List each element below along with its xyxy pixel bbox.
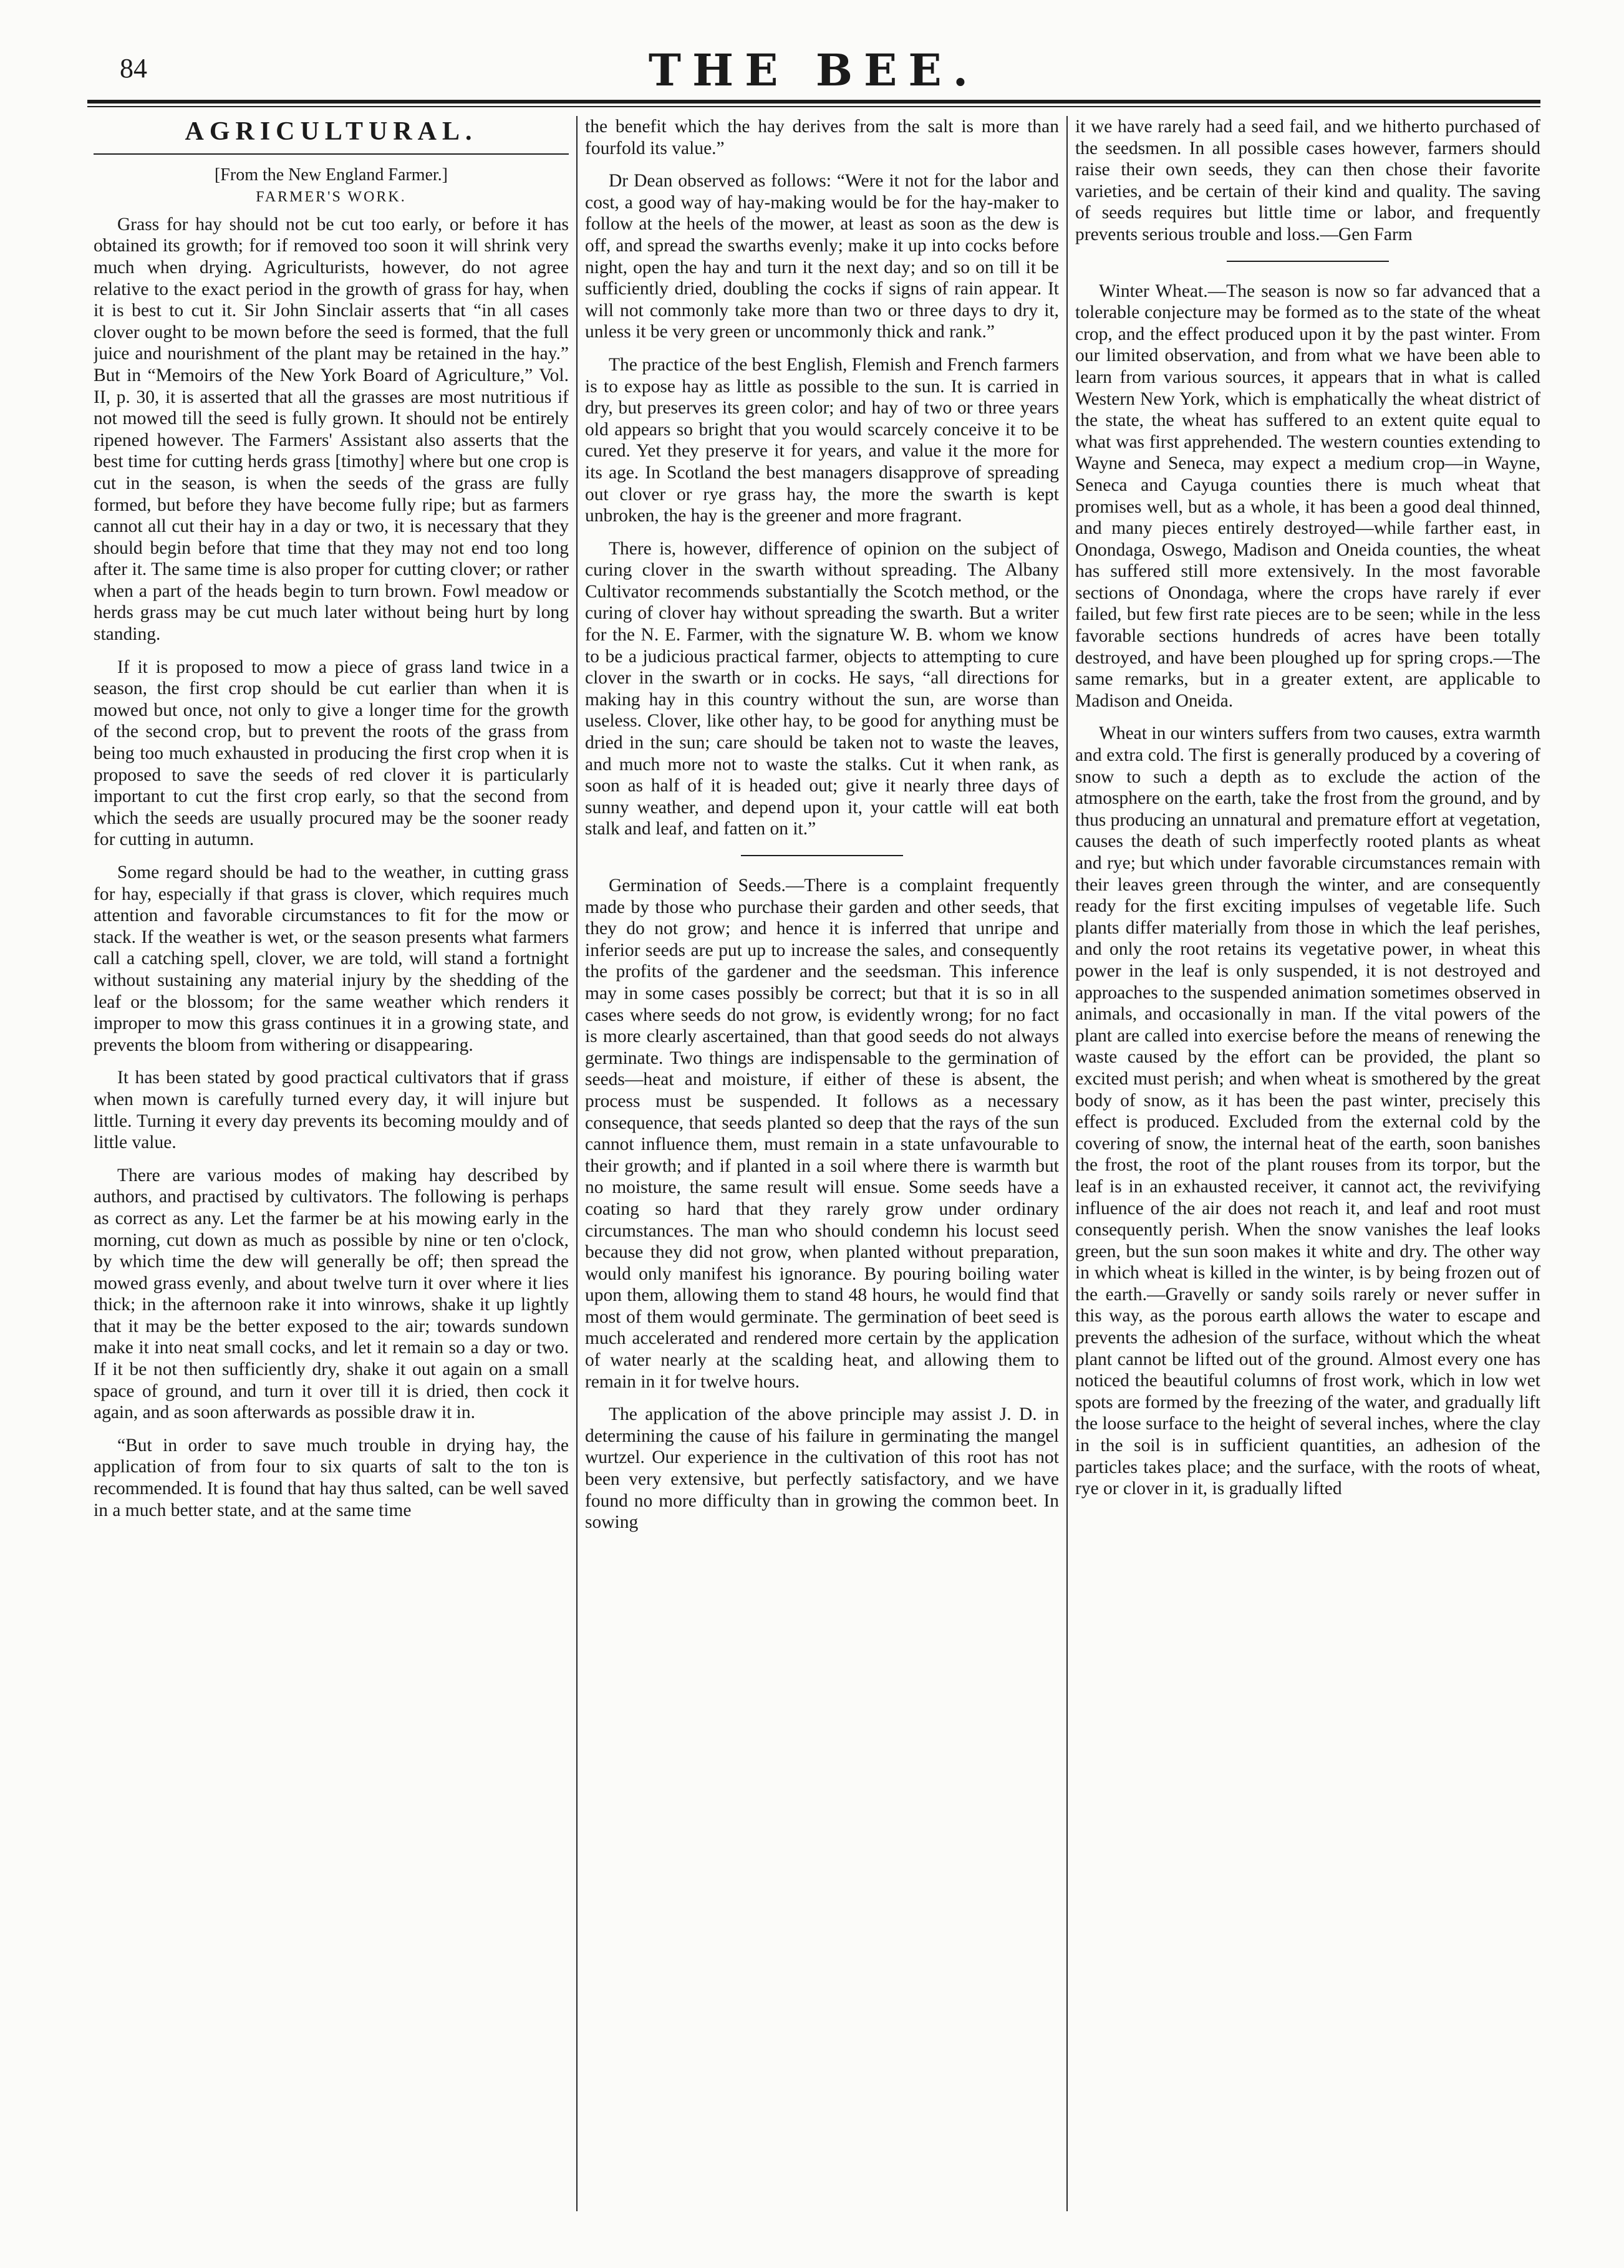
paragraph: Winter Wheat.—The season is now so far advanced that a tolerable conjecture may be formed as to the state of the wheat crop, and the effect produced upon it by the past winter. From our limited observation, and from what we have been able to learn from various sources, it appears that in what is called Western New York, which is emphatically the wheat district of the state, the wheat has suffered to an extent quite equal to what was first apprehended. The western counties extending to Wayne and Seneca, may expect a medium crop—in Wayne, Seneca and Cayuga counties there is much wheat that promises well, but as a whole, it has been a good deal thinned, and many pieces entirely destroyed—while farther east, in Onondaga, Oswego, Madison and Oneida counties, the wheat has suffered still more extensively. In the most favorable sections of Onondaga, where the crops have rarely if ever failed, but few first rate pieces are to be seen; while in the less favorable sections hundreds of acres have been totally destroyed, and have been ploughed up for spring crops.—The same remarks, but in a greater extent, are applicable to Madison and Oneida. [1075,281,1540,711]
paragraph: Dr Dean observed as follows: “Were it not for the labor and cost, a good way of hay-making would be for the hay-maker to follow at the heels of the mower, at least as soon as the dew is off, and spread the swarths evenly; make it up into cocks before night, open the hay and turn it the next day; and so on till it be sufficiently dried, doubling the cocks if signs of rain appear. It will not commonly take more than two or three days to dry it, unless it be very green or uncommonly thick and rank.” [585,171,1059,342]
paragraph: There are various modes of making hay described by authors, and practised by cultivators. The following is perhaps as correct as any. Let the farmer be at his mowing early in the morning, cut down as much as possible by nine or ten o'clock, by which time the dew will generally be off; then spread the mowed grass evenly, and about twelve turn it over where it lies thick; in the afternoon rake it into winrows, shake it up lightly that it may be the better exposed to the air; towards sundown make it into neat small cocks, and let it remain so a day or two. If it be not then sufficiently dry, shake it out again on a small space of ground, and turn it over till it is dried, then cock it again, and as soon afterwards as possible draw it in. [94,1165,569,1423]
article-separator [741,855,903,856]
masthead-rule-thin [87,106,1540,107]
paragraph: If it is proposed to mow a piece of grass land twice in a season, the first crop should be cut earlier than when it is mowed but once, not only to give a longer time for the growth of the second crop, but to prevent the roots of the grass from being too much exhausted in producing the first crop when it is proposed to save the seeds of red clover it is particularly important to cut the first crop early, so that the second from which the seeds are usually procured may be the sooner ready for cutting in autumn. [94,657,569,850]
article-separator [1227,261,1389,262]
paragraph: the benefit which the hay derives from the salt is more than fourfold its value.” [585,117,1059,158]
paragraph: “But in order to save much trouble in drying hay, the application of from four to six quarts of salt to the ton is recommended. It is found that hay thus salted, can be well saved in a much better state, and at the same time [94,1435,569,1520]
paragraph: it we have rarely had a seed fail, and we hitherto purchased of the seedsmen. In all possible cases however, farmers should raise their own seeds, they can then chose their favorite varieties, and be certain of their kind and quality. The saving of seeds requires but little time or labor, and frequently prevents serious trouble and loss.—Gen Farm [1075,117,1540,244]
paragraph: It has been stated by good practical cultivators that if grass when mown is carefully turned every day, it will injure but little. Turning it every day prevents its becoming mouldy and of little value. [94,1068,569,1153]
heading-rule [94,153,569,155]
column-1 [94,116,569,2236]
newspaper-title: THE BEE. [648,44,980,96]
article-title: FARMER'S WORK. [256,188,407,205]
column-3 [1075,116,1540,2236]
masthead [87,44,1540,101]
column-divider [1066,116,1068,2211]
paragraph: The practice of the best English, Flemish and French farmers is to expose hay as little as possible to the sun. It is carried in dry, but preserves its green color; and hay of two or three years old appears so bright that you would scarcely conceive it to be cured. Yet they preserve it for years, and value it the more for its age. In Scotland the best managers disapprove of spreading out clover or rye grass hay, the more the swarth is kept unbroken, the hay is the greener and more fragrant. [585,354,1059,526]
paragraph: The application of the above principle may assist J. D. in determining the cause of his failure in germinating the mangel wurtzel. Our experience in the cultivation of this root has not been very extensive, but perfectly satisfactory, and we have found no more difficulty than in growing the common beet. In sowing [585,1404,1059,1533]
paragraph: Germination of Seeds.—There is a complaint frequently made by those who purchase their garden and other seeds, that they do not grow; and hence it is inferred that unripe and inferior seeds are put up to increase the sales, and consequently the profits of the gardener and the seedsman. This inference may in some cases possibly be correct; but that it is so in all cases where seeds do not grow, is evidently wrong; for no fact is more clearly ascertained, than that good seeds do not always germinate. Two things are indispensable to the germination of seeds—heat and moisture, if either of these is absent, the process must be suspended. It follows as a necessary consequence, that seeds planted so deep that the rays of the sun cannot influence them, must remain in a state unfavourable to their growth; and if planted in a soil where there is warmth but no moisture, the same result will ensue. Some seeds have a coating so hard that they rarely grow under ordinary circumstances. The man who should condemn his locust seed because they did not grow, when planted without preparation, would only manifest his ignorance. By pouring boiling water upon them, allowing them to stand 48 hours, he would find that most of them would germinate. The germination of beet seed is much accelerated and rendered more certain by the application of water nearly at the scalding heat, and allowing them to remain in it for twelve hours. [585,876,1059,1392]
source-line: [From the New England Farmer.] [214,165,448,185]
section-heading: AGRICULTURAL. [185,117,478,146]
paragraph: Some regard should be had to the weather, in cutting grass for hay, especially if that grass is clover, which requires much attention and favorable circumstances to fit for the mow or stack. If the weather is wet, or the season presents what farmers call a catching spell, clover, we are told, will stand a fortnight without sustaining any material injury by the shedding of the leaf or the blossom; for the same weather which renders it improper to mow this grass continues it in a growing state, and prevents the bloom from withering or disappearing. [94,862,569,1055]
masthead-rule-thick [87,100,1540,104]
paragraph: Grass for hay should not be cut too early, or before it has obtained its growth; for if removed too soon it will shrink very much when drying. Agriculturists, however, do not agree relative to the exact period in the growth of grass for hay, when it is best to cut it. Sir John Sinclair asserts that “in all cases clover ought to be mown before the seed is formed, that the full juice and nourishment of the plant may be retained in the hay.” But in “Memoirs of the New York Board of Agriculture,” Vol. II, p. 30, it is asserted that all the grasses are most nutritious if not mowed till the seed is fully grown. It should not be entirely ripened however. The Farmers' Assistant also asserts that the best time for cutting herds grass [timothy] where but one crop is cut in the season, is when the seeds of the grass are fully formed, but before they have become fully ripe; but as farmers cannot all cut their hay in a day or two, it is necessary that they should begin before that time that they may not end too long after it. The same time is also proper for cutting clover; or rather when a part of the heads begin to turn brown. Fowl meadow or herds grass may be cut much later without being hurt by long standing. [94,214,569,645]
page-number: 84 [120,53,147,84]
column-divider [576,116,578,2211]
paragraph: There is, however, difference of opinion on the subject of curing clover in the swarth without spreading. The Albany Cultivator recommends substantially the Scotch method, or the curing of clover hay without spreading the swarth. But a writer for the N. E. Farmer, with the signature W. B. whom we know to be a judicious practical farmer, objects to attempting to cure clover in the swarth or in cocks. He says, “all directions for making hay in this country without the sun, are worse than useless. Clover, like other hay, to be good for anything must be dried in the sun; care should be taken not to waste the leaves, and much more not to waste the stalks. Cut it when rank, as soon as half of it is headed out; give it nearly three days of sunny weather, and depend upon it, your cattle will eat both stalk and leaf, and fatten on it.” [585,538,1059,839]
paragraph: Wheat in our winters suffers from two causes, extra warmth and extra cold. The first is generally produced by a covering of snow to such a depth as to exclude the action of the atmosphere on the earth, take the frost from the ground, and by thus producing an unnatural and premature effort at vegetation, causes the death of such imperfectly rooted plants as wheat and rye; but which under favorable circumstances remain with their leaves green through the winter, and are consequently ready for the first exciting impulses of vegetable life. Such plants differ materially from those in which the leaf perishes, and only the root retains its vegetative power, in wheat this power in the leaf is only suspended, it is not destroyed and approaches to the suspended animation sometimes observed in animals, and occasionally in man. If the vital powers of the plant are called into exercise before the means of renewing the waste caused by the effort can be provided, the plant so excited must perish; and when wheat is smothered by the great body of snow, as it has been the past winter, precisely this effect is produced. Excluded from the external cold by the covering of snow, the internal heat of the earth, soon banishes the frost, the root of the plant rouses from its torpor, but the leaf is in an exhausted receiver, it cannot act, the revivifying influence of the air does not reach it, and leaf and root must consequently perish. When the snow vanishes the leaf looks green, but the sun soon makes it white and dry. The other way in which wheat is killed in the winter, is by being frozen out of the earth.—Gravelly or sandy soils rarely or never suffer in this way, as the porous earth allows the water to escape and prevents the adhesion of the surface, without which the wheat plant cannot be lifted out of the ground. Almost every one has noticed the beautiful columns of frost work, which in low wet spots are formed by the freezing of the water, and gradually lift the loose surface to the height of several inches, where the clay in the soil is in sufficient quantities, an adhesion of the particles takes place; and the surface, with the roots of wheat, rye or clover in it, is gradually lifted [1075,723,1540,1499]
column-2 [585,116,1059,2236]
